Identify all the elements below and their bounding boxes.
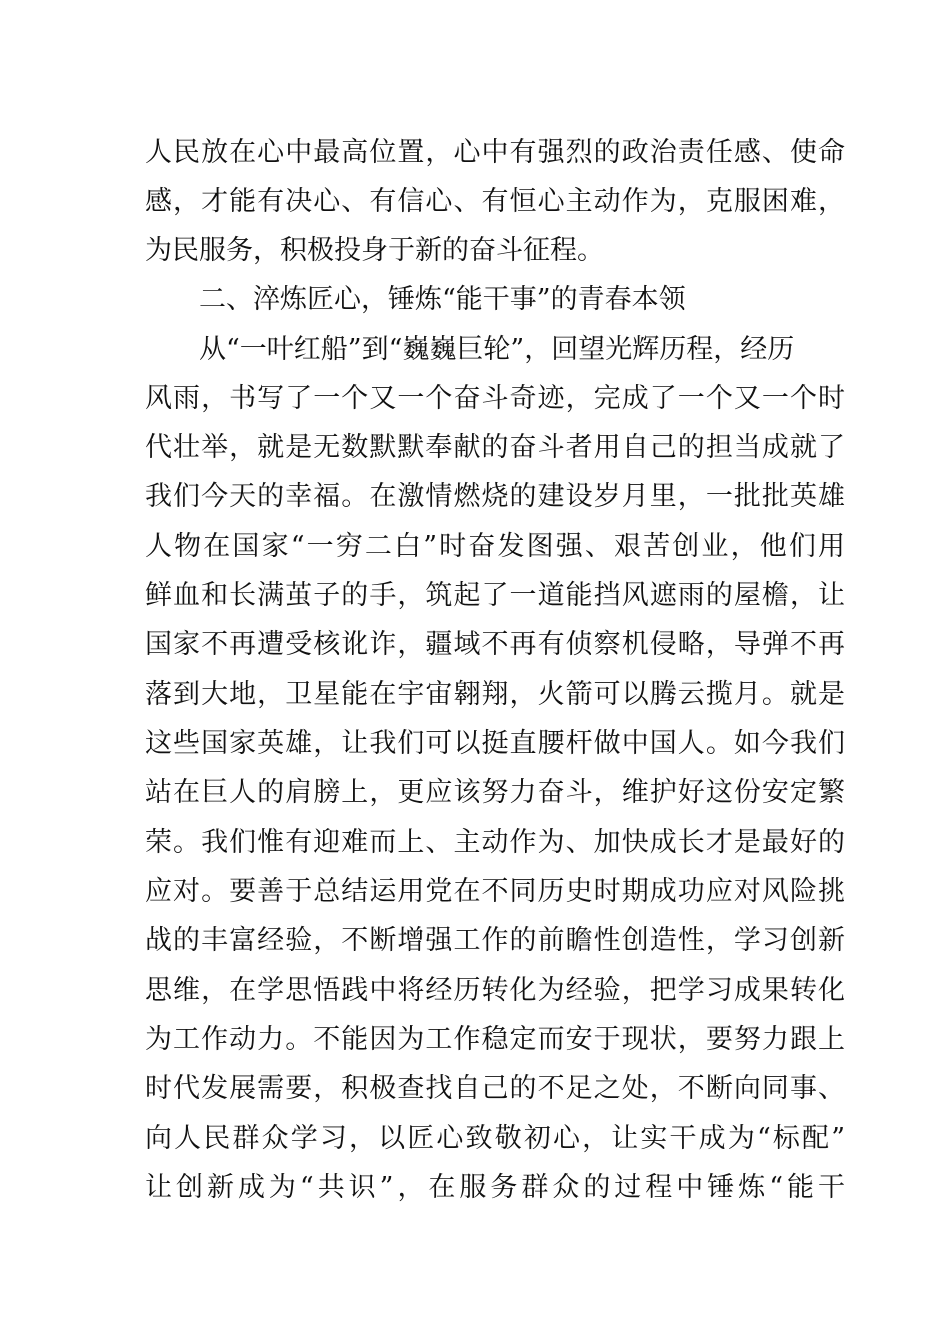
text-line: 国家不再遭受核讹诈，疆域不再有侦察机侵略，导弹不再 (145, 629, 845, 660)
text-line: 思维，在学思悟践中将经历转化为经验，把学习成果转化 (145, 975, 845, 1006)
text-line: 为工作动力。不能因为工作稳定而安于现状，要努力跟上 (145, 1024, 845, 1055)
text-line: 感，才能有决心、有信心、有恒心主动作为，克服困难， (145, 186, 845, 217)
section-heading: 二、淬炼匠心，锤炼“能干事”的青春本领 (199, 284, 686, 315)
text-line: 人物在国家“一穷二白”时奋发图强、艰苦创业，他们用 (145, 531, 845, 562)
text-line: 这些国家英雄，让我们可以挺直腰杆做中国人。如今我们 (145, 728, 845, 759)
text-line: 从“一叶红船”到“巍巍巨轮”，回望光辉历程，经历 (199, 334, 795, 365)
text-line: 人民放在心中最高位置，心中有强烈的政治责任感、使命 (145, 137, 845, 168)
text-line: 让创新成为“共识”，在服务群众的过程中锤炼“能干 (145, 1172, 845, 1203)
text-line: 站在巨人的肩膀上，更应该努力奋斗，维护好这份安定繁 (145, 777, 845, 808)
text-line: 代壮举，就是无数默默奉献的奋斗者用自己的担当成就了 (145, 432, 845, 463)
text-line: 向人民群众学习，以匠心致敬初心，让实干成为“标配” (145, 1123, 845, 1154)
text-line: 我们今天的幸福。在激情燃烧的建设岁月里，一批批英雄 (145, 481, 845, 512)
text-line: 鲜血和长满茧子的手，筑起了一道能挡风遮雨的屋檐，让 (145, 580, 845, 611)
text-line: 战的丰富经验，不断增强工作的前瞻性创造性，学习创新 (145, 925, 845, 956)
text-line: 时代发展需要，积极查找自己的不足之处，不断向同事、 (145, 1073, 845, 1104)
text-line: 荣。我们惟有迎难而上、主动作为、加快成长才是最好的 (145, 827, 845, 858)
text-line: 应对。要善于总结运用党在不同历史时期成功应对风险挑 (145, 876, 845, 907)
text-line: 风雨，书写了一个又一个奋斗奇迹，完成了一个又一个时 (145, 383, 845, 414)
text-line: 为民服务，积极投身于新的奋斗征程。 (145, 235, 604, 266)
text-line: 落到大地，卫星能在宇宙翱翔，火箭可以腾云揽月。就是 (145, 679, 845, 710)
